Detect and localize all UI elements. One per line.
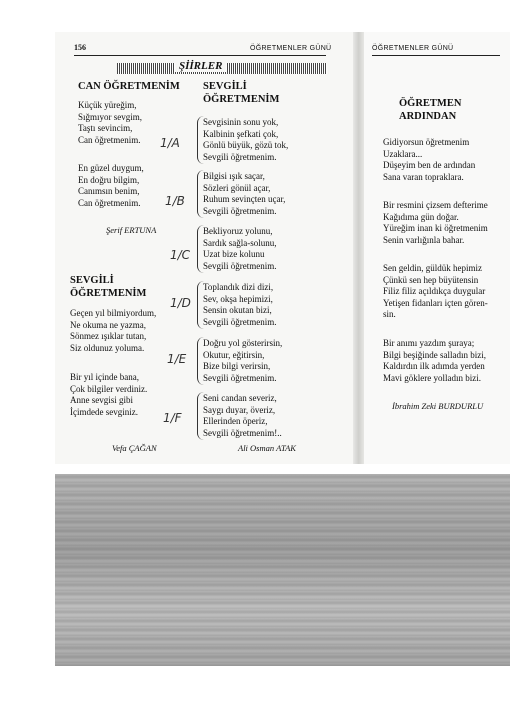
poem-line: Taştı sevincim, [78, 123, 133, 134]
poem-line: Okutur, eğitirsin, [203, 349, 265, 360]
poem-line: Yüreğim inan ki öğretmenim [383, 223, 488, 234]
scan-artifact-area [55, 474, 510, 666]
poem-line: Sevgili öğretmenim. [203, 260, 277, 271]
header-rule [74, 55, 326, 56]
poem-line: Bir anımı yazdım şuraya; [383, 338, 475, 348]
poem-stanza [383, 137, 475, 183]
poem-title [399, 97, 461, 123]
poem-stanza [70, 372, 147, 418]
poem-line: Anne sevgisi gibi [70, 395, 133, 406]
poem-title-line: ÖĞRETMEN [399, 98, 462, 109]
poem-line: Kalbinin şefkati çok, [203, 128, 279, 139]
poem-line: Sevgili öğretmenim. [203, 316, 277, 327]
poem-stanza [383, 338, 486, 384]
poem-line: Uzaklara... [383, 148, 423, 159]
handwritten-mark: 1/D [170, 296, 191, 310]
poem-line: Kağıdıma gün doğar. [383, 211, 459, 222]
poem-stanza [203, 282, 277, 328]
poem-line: Küçük yüreğim, [78, 100, 137, 110]
poem-author: Şerif ERTUNA [106, 225, 157, 235]
section-title: ŞİİRLER [175, 60, 226, 72]
poem-line: Bir resmini çizsem defterime [383, 200, 488, 210]
poem-line: Sevgili öğretmenim!.. [203, 427, 282, 438]
poem-line: Sözleri gönül açar, [203, 182, 271, 193]
poem-line: Sana varan topraklara. [383, 171, 464, 182]
poem-line: Gönlü büyük, gözü tok, [203, 140, 289, 151]
poem-title-line: ÖĞRETMENİM [70, 288, 147, 299]
poem-line: Kaldırdın ilk adımda yerden [383, 361, 485, 372]
handwritten-mark: 1/A [160, 136, 180, 150]
poem-author: Vefa ÇAĞAN [112, 443, 157, 453]
poem-stanza [78, 163, 144, 209]
header-rule [372, 55, 500, 56]
poem-line: Siz oldunuz yoluma. [70, 342, 145, 353]
poem-line: Bize bilgi verirsin, [203, 361, 271, 372]
poem-line: Yetişen fidanları içten gören- [383, 297, 488, 308]
poem-line: Mavi göklere yolladın bizi. [383, 372, 481, 383]
poem-line: Ellerinden öperiz, [203, 416, 268, 427]
poem-line: Sev, okşa hepimizi, [203, 293, 273, 304]
poem-line: Bilgi beşiğinde salladın bizi, [383, 349, 486, 360]
poem-line: Sevgili öğretmenim. [203, 372, 277, 383]
handwritten-mark: 1/E [167, 352, 187, 366]
page-number: 156 [74, 43, 86, 52]
poem-title-line: SEVGİLİ [203, 81, 247, 92]
poem-stanza [70, 308, 156, 354]
page-gutter [353, 32, 364, 464]
poem-line: Senin varlığınla bahar. [383, 234, 465, 245]
handwritten-mark: 1/B [165, 194, 185, 208]
poem-line: Saygı duyar, överiz, [203, 404, 276, 415]
poem-line: Çok bilgiler verdiniz. [70, 383, 148, 394]
poem-line: sin. [383, 309, 396, 320]
poem-stanza [203, 171, 285, 217]
handwritten-mark: 1/C [170, 248, 191, 262]
poem-line: Sevgili öğretmenim. [203, 205, 277, 216]
poem-line: En güzel duygum, [78, 163, 144, 173]
poem-line: Gidiyorsun öğretmenim [383, 137, 470, 147]
poem-stanza [203, 338, 282, 384]
poem-line: Geçen yıl bilmiyordum, [70, 308, 157, 318]
poem-title-line: ÖĞRETMENİM [203, 94, 280, 105]
poem-line: Sen geldin, güldük hepimiz [383, 263, 482, 273]
poem-line: Ne okuma ne yazma, [70, 319, 146, 330]
poem-line: Sönmez ışıklar tutan, [70, 331, 147, 342]
poem-title [70, 274, 146, 300]
poem-author: Ali Osman ATAK [238, 443, 296, 453]
poem-title: CAN ÖĞRETMENİM [78, 81, 180, 92]
poem-stanza [203, 226, 277, 272]
right-running-header: ÖĞRETMENLER GÜNÜ [372, 45, 454, 52]
poem-line: Filiz filiz açıldıkça duygular [383, 286, 486, 297]
poem-line: Ruhum sevinçten uçar, [203, 194, 286, 205]
poem-author: İbrahim Zeki BURDURLU [392, 401, 484, 411]
poem-stanza [203, 117, 288, 163]
poem-line: Bir yıl içinde bana, [70, 372, 139, 382]
poem-line: Can öğretmenim. [78, 134, 141, 145]
poem-title-line: SEVGİLİ [70, 275, 114, 286]
poem-line: Sardık sağla-solunu, [203, 237, 277, 248]
poem-stanza [383, 200, 488, 246]
poem-stanza [203, 393, 282, 439]
poem-line: Can öğretmenim. [78, 197, 141, 208]
poem-line: Bilgisi ışık saçar, [203, 171, 265, 181]
handwritten-mark: 1/F [163, 411, 182, 425]
poem-line: Düşeyim ben de ardından [383, 160, 476, 171]
poem-line: En doğru bilgim, [78, 174, 140, 185]
poem-title [203, 80, 279, 106]
poem-line: Doğru yol gösterirsin, [203, 338, 283, 348]
poem-line: Toplandık dizi dizi, [203, 282, 274, 292]
poem-line: Sevgili öğretmenim. [203, 151, 277, 162]
poem-stanza [383, 263, 488, 321]
poem-line: Bekliyoruz yolunu, [203, 226, 273, 236]
poem-line: Seni candan severiz, [203, 393, 277, 403]
poem-stanza [78, 100, 142, 146]
poem-line: Çünkü sen hep büyütensin [383, 274, 479, 285]
poem-title-line: ARDINDAN [399, 111, 457, 122]
poem-line: Sensin okutan bizi, [203, 305, 272, 316]
poem-line: Sevgisinin sonu yok, [203, 117, 279, 127]
poem-line: Sığmıyor sevgim, [78, 111, 143, 122]
left-running-header: ÖĞRETMENLER GÜNÜ [250, 45, 332, 52]
poem-line: Uzat bize kolunu [203, 249, 265, 260]
poem-line: Canımsın benim, [78, 186, 140, 197]
poem-line: İçimdede sevginiz. [70, 406, 138, 417]
